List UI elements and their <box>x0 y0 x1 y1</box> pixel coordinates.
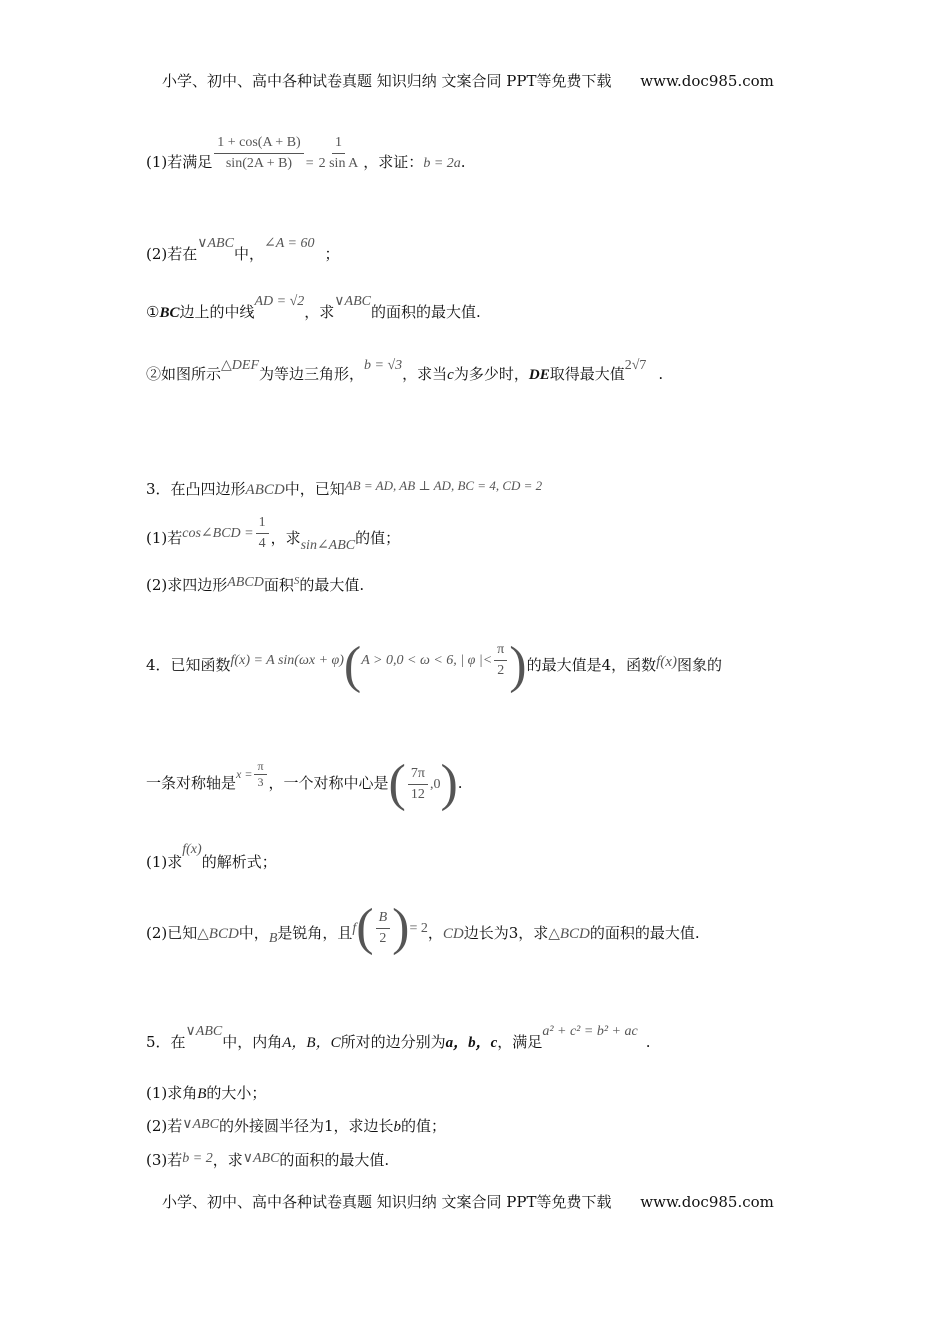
text-span: (1)求角 <box>146 1084 198 1102</box>
text-span: ，一个对称中心是 <box>268 774 389 792</box>
p2-q1-conclusion: b = 2a <box>423 156 461 171</box>
math-bracket: ( <box>356 899 374 956</box>
text-span: 2 sin A <box>318 155 359 171</box>
text-span: AD = √2 <box>254 294 305 309</box>
math-bracket: ( <box>388 755 406 812</box>
text-span: (2)若在 <box>146 245 198 263</box>
text-span: 为多少时， <box>453 365 529 383</box>
text-span: 的最大值是4，函数 <box>526 656 657 674</box>
text-span: 12 <box>410 786 425 802</box>
text-span: 一条对称轴是 <box>146 774 237 792</box>
text-span: 2√7 <box>624 358 647 373</box>
text-span: f(x) <box>656 654 677 670</box>
text-span: △BCD <box>197 926 239 942</box>
header-site: www.doc985.com <box>640 72 774 90</box>
text-span: c <box>447 367 454 383</box>
text-span: a，b，c <box>445 1035 498 1051</box>
text-span: 3．在凸四边形 <box>146 480 246 498</box>
math-fraction <box>376 908 391 949</box>
p4-title <box>146 637 722 694</box>
text-span: 面积 <box>263 576 294 594</box>
text-span: B <box>268 931 278 946</box>
text-span: = 2 <box>409 921 428 936</box>
text-span: ∨ABC <box>182 1117 219 1132</box>
text-span: 是锐角，且 <box>277 924 353 942</box>
text-span: a² + c² = b² + ac <box>542 1024 638 1039</box>
text-span: . <box>658 365 664 383</box>
text-span: ,0 <box>429 777 441 792</box>
page-footer <box>162 1191 774 1212</box>
text-span: 2 <box>379 930 387 946</box>
p2-q2 <box>146 236 340 266</box>
text-span: f(x) <box>182 842 202 857</box>
text-span: 边长为3，求 <box>463 924 549 942</box>
text-span: △DEF <box>221 358 259 373</box>
text-span: AB = AD, AB ⊥ AD, BC = 4, CD = 2 <box>344 478 543 493</box>
text-span: BC <box>159 305 180 321</box>
text-span: x = <box>236 767 253 781</box>
text-span: A，B，C <box>282 1035 341 1051</box>
text-span: 的面积的最大值. <box>279 1151 390 1169</box>
p2-q1-prefix: (1)若满足 <box>146 153 213 171</box>
text-span: B <box>376 908 391 929</box>
text-span: 为等边三角形， <box>259 365 365 383</box>
text-span: π <box>254 759 266 775</box>
text-span: 的面积的最大值. <box>371 303 481 321</box>
text-span: 的解析式； <box>201 853 277 871</box>
text-span: 4 <box>258 535 266 551</box>
text-span: △BCD <box>548 926 590 942</box>
text-span: ，满足 <box>497 1033 543 1051</box>
text-span: ∠A = 60 <box>263 236 315 251</box>
text-span: 1 <box>256 513 269 534</box>
p5-q3 <box>146 1150 389 1172</box>
text-span: ，求证： <box>363 153 424 171</box>
text-span: sin∠ABC <box>300 538 356 553</box>
p4-q2 <box>146 899 700 960</box>
p2-q1-fraction <box>214 133 303 174</box>
text-span: 所对的边分别为 <box>340 1033 446 1051</box>
math-fraction <box>408 764 428 805</box>
text-span: ∨ABC <box>185 1024 223 1039</box>
text-span: . <box>457 774 463 792</box>
text-span: 中， <box>233 245 264 263</box>
text-span: 5．在 <box>146 1033 186 1051</box>
text-span: b = √3 <box>364 358 403 373</box>
text-span: b = 2 <box>182 1151 213 1166</box>
text-span: (3)若 <box>146 1151 183 1169</box>
p2-q1-rfraction <box>316 133 362 174</box>
p5-q1 <box>146 1083 266 1104</box>
text-span: 的最大值. <box>299 576 365 594</box>
text-span: ∨ABC <box>334 294 371 309</box>
p3-q2 <box>146 575 364 597</box>
text-span: ，求 <box>304 303 335 321</box>
text-span: f <box>352 921 357 936</box>
p5-q2 <box>146 1116 446 1138</box>
text-span: ，求 <box>212 1151 243 1169</box>
text-span: 的大小； <box>206 1084 267 1102</box>
p2-c2 <box>146 358 664 386</box>
text-span: ABCD <box>245 482 285 498</box>
text-span: 边上的中线 <box>179 303 255 321</box>
text-span: A > 0,0 < ω < 6, | φ |< <box>361 653 493 668</box>
text-span: 的外接圆半径为1，求边长 <box>218 1117 394 1135</box>
text-span: b <box>393 1119 401 1135</box>
text-span: 1 <box>332 133 345 154</box>
text-span: cos∠BCD = <box>182 526 254 541</box>
text-span: DE <box>528 367 550 383</box>
text-span: . <box>645 1033 651 1051</box>
p2-c1 <box>146 294 481 324</box>
math-bracket: ( <box>343 637 362 694</box>
text-span: ABCD <box>227 575 264 590</box>
text-span: 取得最大值 <box>549 365 625 383</box>
text-span: 1 + cos(A + B) <box>214 133 303 154</box>
math-fraction <box>254 759 266 790</box>
p3-title <box>146 479 542 500</box>
text-span: = <box>305 156 314 171</box>
footer-site: www.doc985.com <box>640 1193 774 1211</box>
p4-q1 <box>146 842 277 874</box>
text-span: ， <box>427 924 443 942</box>
text-span: . <box>460 153 466 171</box>
text-span: (1)求 <box>146 853 183 871</box>
text-span: (2)已知 <box>146 924 198 942</box>
math-bracket: ) <box>509 637 527 694</box>
text-span: 3 <box>257 774 264 789</box>
math-fraction <box>494 640 507 681</box>
math-fraction <box>256 513 269 554</box>
p5-title <box>146 1024 651 1054</box>
text-span: S <box>293 575 300 587</box>
text-span: 图象的 <box>676 656 722 674</box>
p4-line2 <box>146 755 463 812</box>
text-span: ① <box>146 303 160 321</box>
text-span: 的面积的最大值. <box>589 924 700 942</box>
text-span: 2 <box>497 662 505 678</box>
header-text: 小学、初中、高中各种试卷真题 知识归纳 文案合同 PPT等免费下载 <box>162 72 612 90</box>
text-span: B <box>197 1086 207 1102</box>
text-span: ②如图所示 <box>146 365 222 383</box>
text-span: ∨ABC <box>242 1151 280 1166</box>
text-span: CD <box>442 926 464 942</box>
footer-text: 小学、初中、高中各种试卷真题 知识归纳 文案合同 PPT等免费下载 <box>162 1193 612 1211</box>
math-bracket: ) <box>392 899 410 956</box>
math-bracket: ) <box>440 755 458 812</box>
text-span: 的值； <box>355 529 401 547</box>
text-span: f(x) = A sin(ωx + φ) <box>230 653 344 668</box>
text-span: ，求 <box>270 529 301 547</box>
p2-q1 <box>146 134 466 184</box>
text-span: 中， <box>238 924 269 942</box>
text-span: sin(2A + B) <box>225 155 293 171</box>
text-span: (2)求四边形 <box>146 576 228 594</box>
text-span: 中，已知 <box>284 480 345 498</box>
page-header <box>162 70 774 91</box>
text-span: (1)若 <box>146 529 183 547</box>
text-span: ，求当 <box>402 365 448 383</box>
p3-q1 <box>146 514 401 560</box>
text-span: 7π <box>408 764 428 785</box>
text-span: 中，内角 <box>222 1033 283 1051</box>
text-span: ∨ABC <box>197 236 234 251</box>
text-span: 的值； <box>401 1117 447 1135</box>
text-span: (2)若 <box>146 1117 183 1135</box>
text-span: 4．已知函数 <box>146 656 231 674</box>
text-span: π <box>494 640 507 661</box>
text-span: ； <box>324 245 340 263</box>
